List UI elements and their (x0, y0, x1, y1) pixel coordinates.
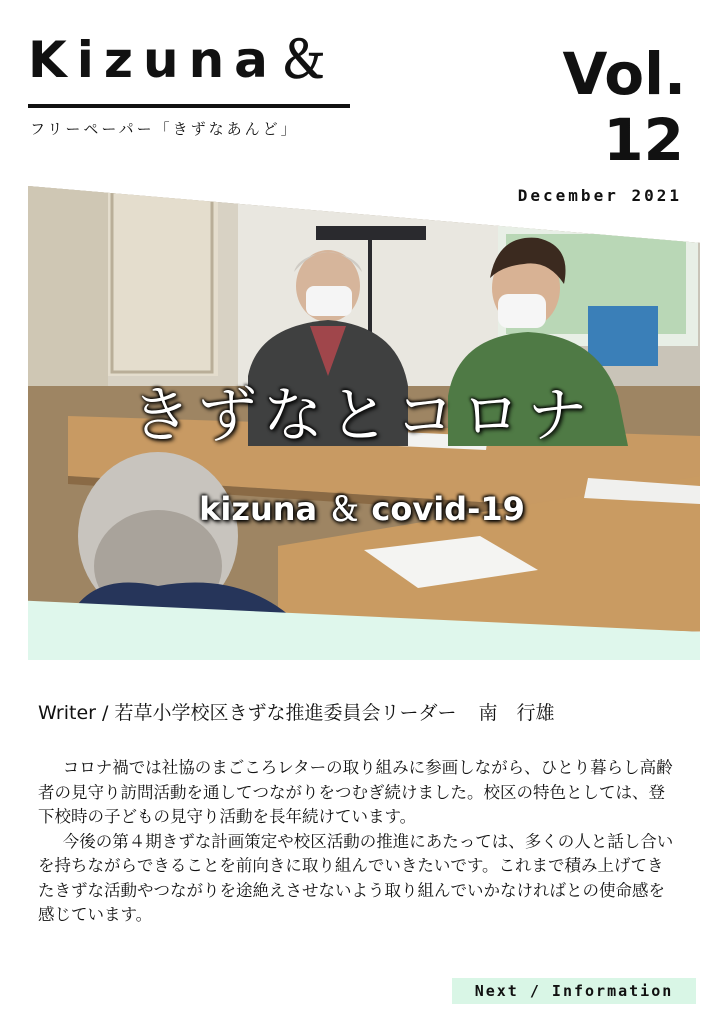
headline-japanese: きずなとコロナ (131, 381, 593, 451)
article-paragraph: 今後の第４期きずな計画策定や校区活動の推進にあたっては、多くの人と話し合いを持ちながらできることを前向きに取り組んでいきたいです。これまで積み上げてきたきずな活動やつながりを途絶えさせないよう取り組んでいかなければとの使命感を感じています。 (38, 831, 674, 924)
issue-date: December 2021 (517, 186, 682, 205)
article-byline (38, 698, 554, 725)
masthead-title: Kizuna＆ (28, 31, 338, 89)
headline-english: kizuna ＆ covid-19 (199, 490, 525, 528)
byline-role: Writer / 若草小学校区きずな推進委員会リーダー (38, 702, 457, 724)
article-paragraph: コロナ禍では社協のまごころレターの取り組みに参画しながら、ひとり暮らし高齢者の見守り訪問活動を通してつながりをつむぎ続けました。校区の特色としては、登下校時の子どもの見守り活動を長年続けています。 (38, 758, 673, 826)
byline-name: 南 行雄 (478, 702, 555, 724)
next-information-link[interactable]: Next / Information (452, 978, 696, 1004)
volume-label: Vol. (562, 40, 686, 108)
article-body (38, 756, 678, 928)
volume-number: 12 (603, 106, 684, 174)
masthead-rule (28, 104, 350, 108)
masthead-subtitle: フリーペーパー「きずなあんど」 (30, 120, 299, 138)
